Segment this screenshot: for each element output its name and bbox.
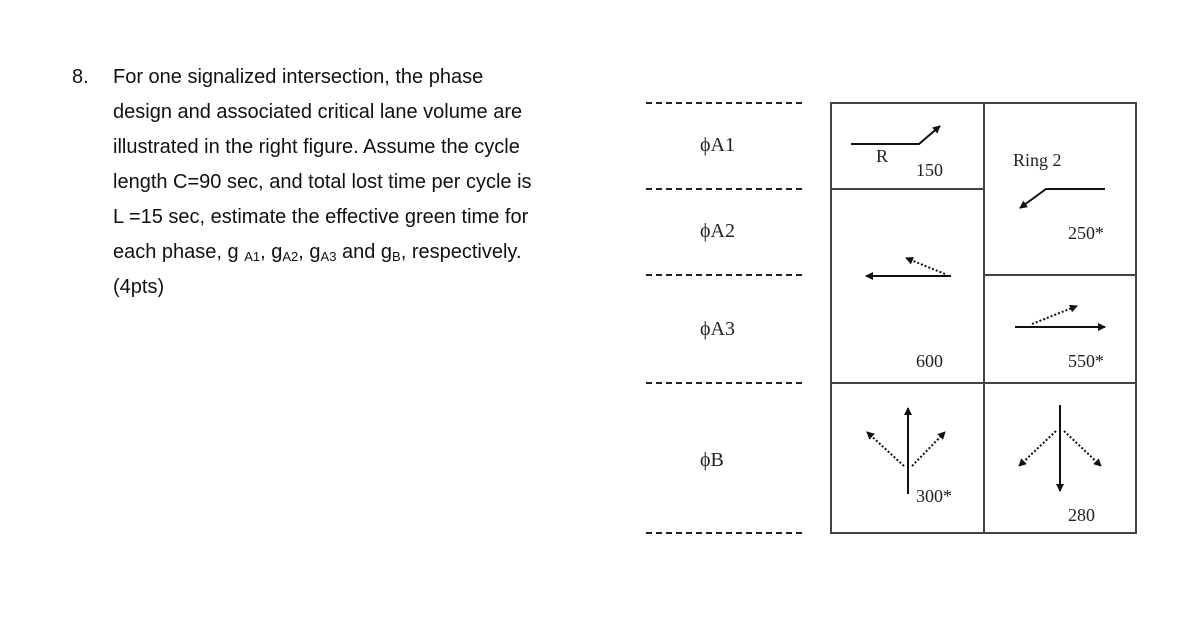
line6-mid1: , g bbox=[260, 241, 283, 263]
b-ring1-left-arrow bbox=[867, 432, 904, 466]
question-line-2: design and associated critical lane volume are bbox=[113, 101, 523, 123]
b-ring2-right-arrow bbox=[1064, 431, 1101, 466]
question-line-1: For one signalized intersection, the phase bbox=[113, 66, 484, 88]
phase-label-a1: ϕA1 bbox=[700, 134, 735, 156]
subscript-a2: A2 bbox=[282, 249, 299, 264]
subscript-a1: A1 bbox=[244, 249, 261, 264]
volume-a1-ring1: 150 bbox=[916, 160, 943, 180]
volume-b-ring2: 280 bbox=[1068, 505, 1095, 525]
volume-b-ring1: 300* bbox=[916, 486, 952, 506]
question-line-6 bbox=[113, 235, 522, 274]
volume-a3-ring1: 600 bbox=[916, 351, 943, 371]
line6-pre: each phase, g bbox=[113, 241, 245, 263]
subscript-b: B bbox=[392, 249, 401, 264]
line6-mid2: , g bbox=[298, 241, 321, 263]
phase-diagram bbox=[640, 96, 1140, 541]
phase-label-a3: ϕA3 bbox=[700, 318, 735, 340]
question-line-3: illustrated in the right figure. Assume the cycle bbox=[113, 136, 520, 158]
question-line-4: length C=90 sec, and total lost time per cycle is bbox=[113, 171, 532, 193]
question-line-5: L =15 sec, estimate the effective green time for bbox=[113, 206, 529, 228]
a3-permitted-left-arrow bbox=[1032, 306, 1077, 324]
phase-label-b: ϕB bbox=[700, 449, 724, 471]
a1-right-turn-arrow bbox=[851, 126, 940, 144]
a2-left-turn-arrow bbox=[1020, 189, 1105, 208]
phase-label-a2: ϕA2 bbox=[700, 220, 735, 242]
volume-a3-ring2: 550* bbox=[1068, 351, 1104, 371]
b-ring1-right-arrow bbox=[912, 432, 945, 466]
volume-a2-ring2: 250* bbox=[1068, 223, 1104, 243]
line6-post: , respectively. bbox=[400, 241, 522, 263]
question-number: 8. bbox=[72, 66, 89, 88]
subscript-a3: A3 bbox=[320, 249, 337, 264]
movement-arrows bbox=[640, 96, 1140, 541]
question-points: (4pts) bbox=[113, 276, 165, 298]
line6-mid3: and g bbox=[336, 241, 393, 263]
right-turn-label: R bbox=[876, 146, 889, 166]
a2-permitted-left-arrow bbox=[906, 258, 945, 274]
b-ring2-left-arrow bbox=[1019, 431, 1056, 466]
ring-2-label: Ring 2 bbox=[1013, 150, 1062, 170]
